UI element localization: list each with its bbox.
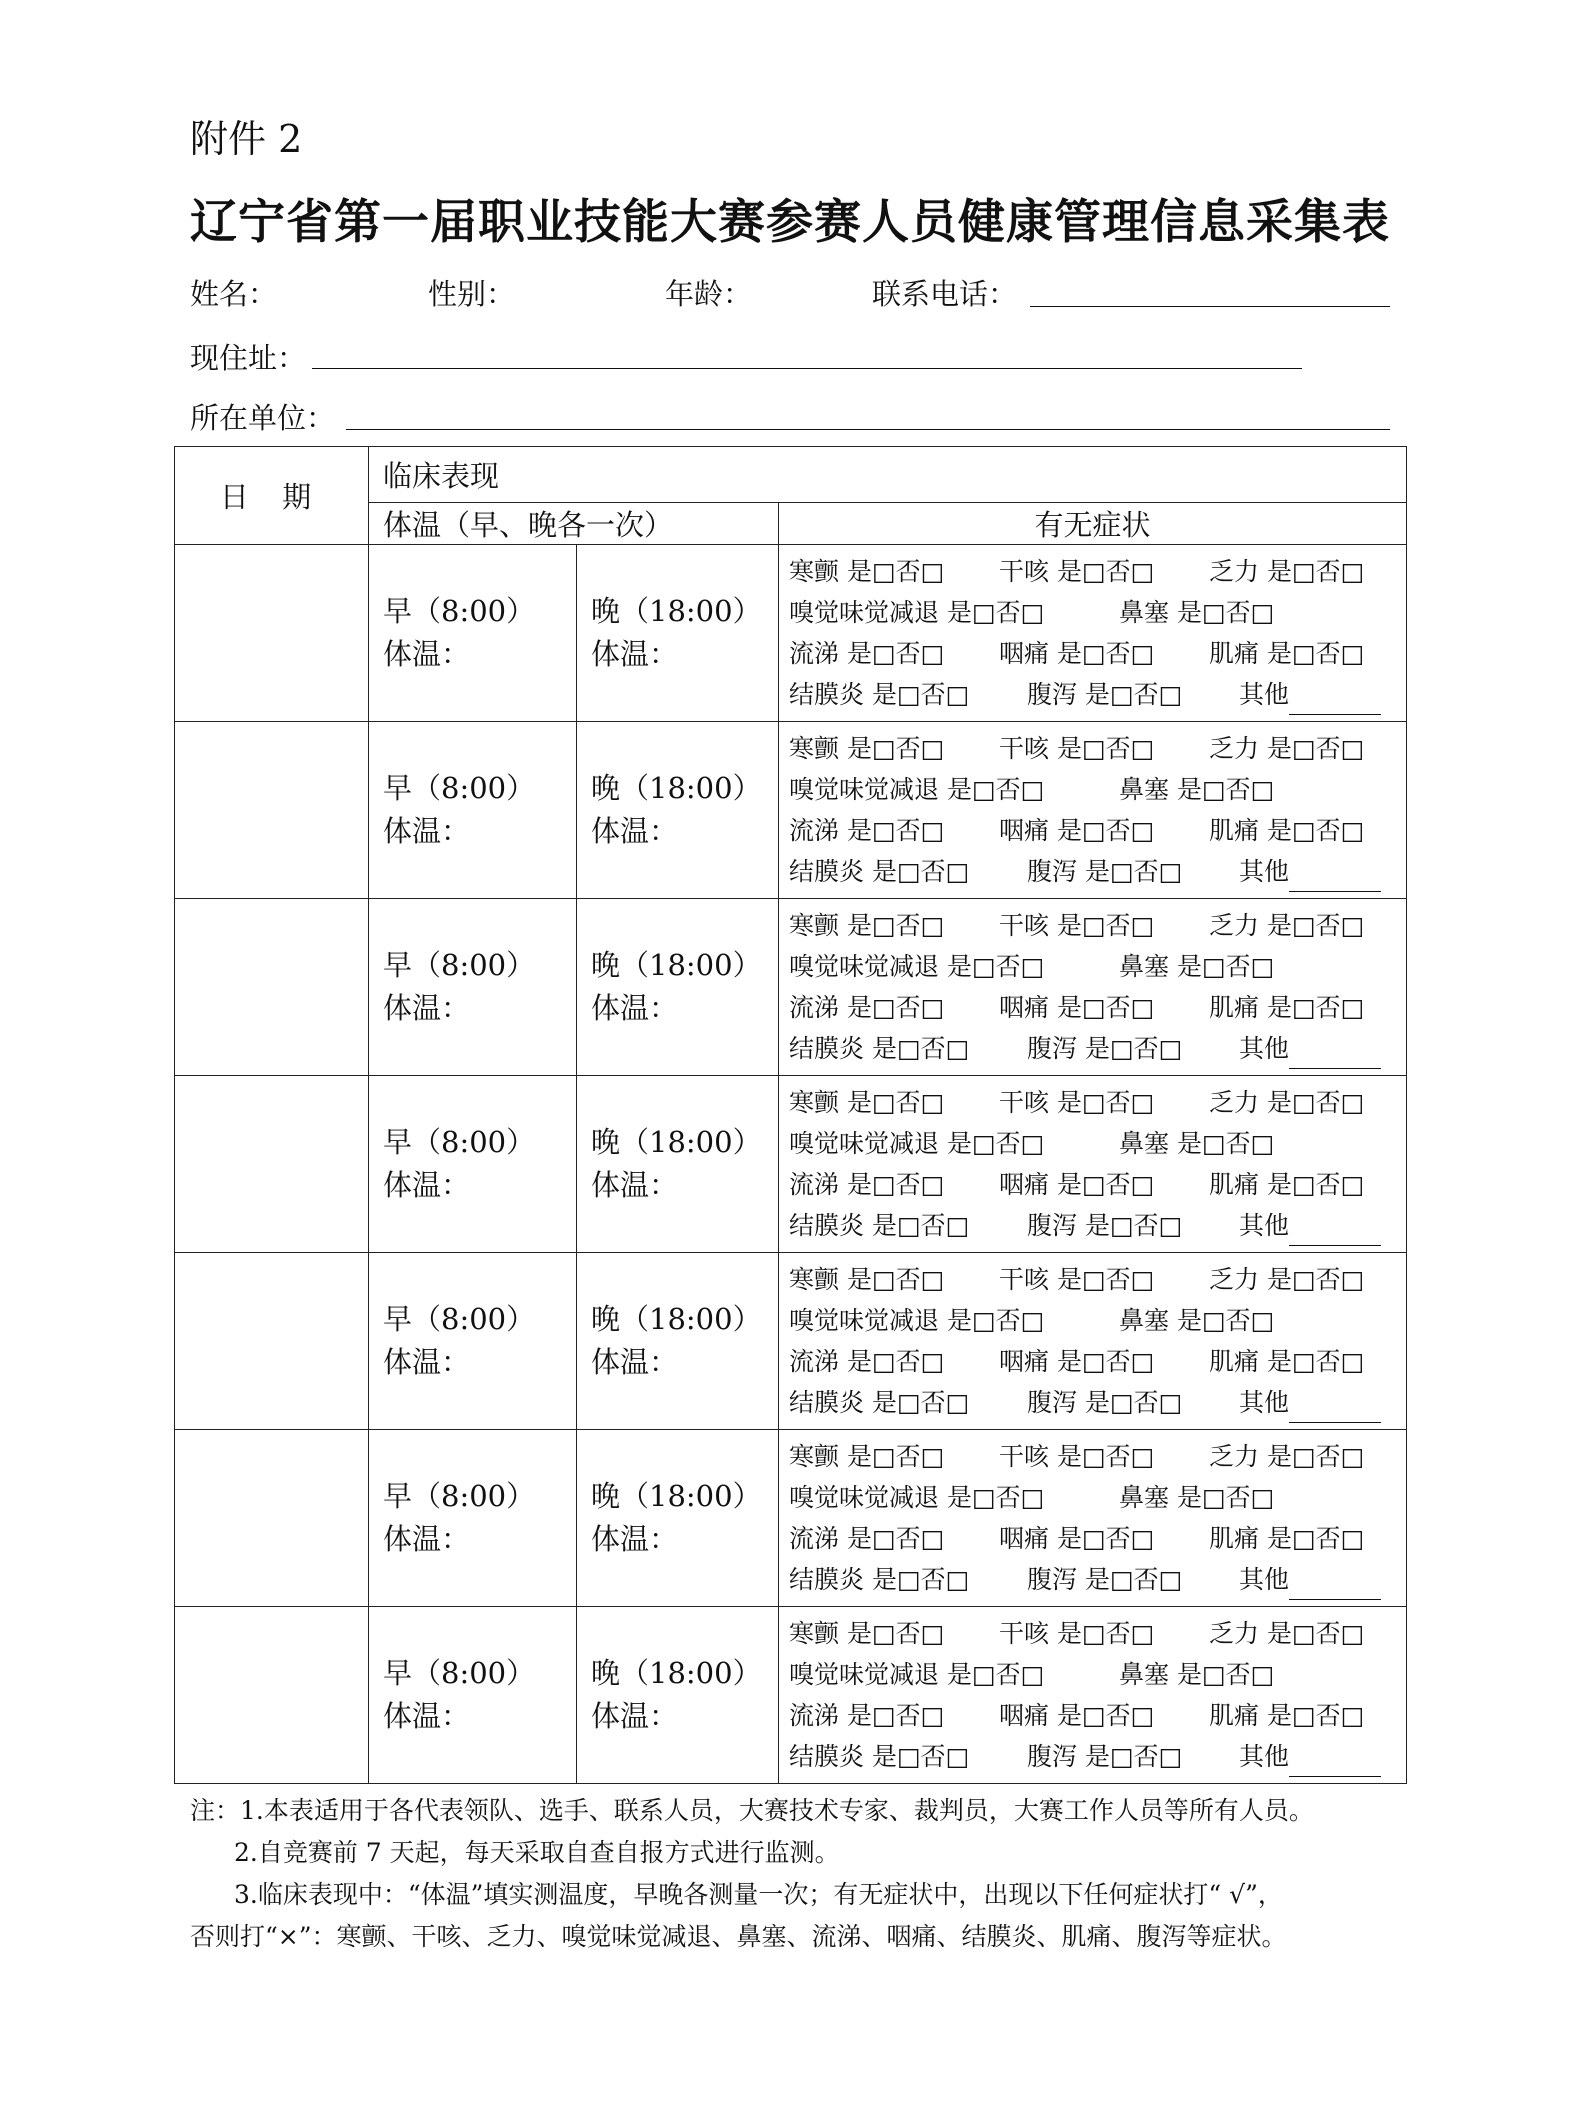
morning-time: 早（8:00）	[383, 1479, 536, 1513]
symptom-runny-nose[interactable]: 流涕 是□否□	[789, 1170, 945, 1199]
morning-temp-label: 体温：	[383, 814, 471, 848]
other-blank[interactable]	[1289, 1396, 1381, 1423]
symptom-nasal[interactable]: 鼻塞 是□否□	[1119, 1129, 1275, 1158]
symptom-sore-throat[interactable]: 咽痛 是□否□	[999, 1170, 1155, 1199]
notes	[190, 1790, 1410, 1958]
symptom-runny-nose[interactable]: 流涕 是□否□	[789, 816, 945, 845]
symptom-other[interactable]	[1239, 1205, 1381, 1246]
morning-time: 早（8:00）	[383, 771, 536, 805]
morning-temp-cell[interactable]	[369, 545, 577, 722]
symptom-runny-nose[interactable]: 流涕 是□否□	[789, 1524, 945, 1553]
symptom-header: 有无症状	[779, 503, 1407, 545]
symptom-sore-throat[interactable]: 咽痛 是□否□	[999, 1701, 1155, 1730]
morning-temp-cell[interactable]	[369, 722, 577, 899]
symptom-nasal[interactable]: 鼻塞 是□否□	[1119, 1483, 1275, 1512]
date-cell[interactable]	[175, 545, 369, 722]
symptom-conjunctivitis[interactable]: 结膜炎 是□否□	[789, 1034, 970, 1063]
evening-time: 晚（18:00）	[591, 1479, 762, 1513]
symptom-diarrhea[interactable]: 腹泻 是□否□	[1027, 857, 1183, 886]
other-blank[interactable]	[1289, 1219, 1381, 1246]
symptom-cell	[779, 1430, 1407, 1607]
health-info-table	[174, 446, 1407, 1784]
symptom-sore-throat[interactable]: 咽痛 是□否□	[999, 993, 1155, 1022]
date-cell[interactable]	[175, 1253, 369, 1430]
morning-time: 早（8:00）	[383, 1656, 536, 1690]
symptom-fatigue[interactable]: 乏力 是□否□	[1209, 1088, 1365, 1117]
symptom-other[interactable]	[1239, 1028, 1381, 1069]
morning-temp-label: 体温：	[383, 1345, 471, 1379]
symptom-conjunctivitis[interactable]: 结膜炎 是□否□	[789, 1211, 970, 1240]
evening-time: 晚（18:00）	[591, 1125, 762, 1159]
note-3-cont: 否则打“×”：寒颤、干咳、乏力、嗅觉味觉减退、鼻塞、流涕、咽痛、结膜炎、肌痛、腹泻等症状。	[190, 1922, 1287, 1951]
note-3: 3.临床表现中：“体温”填实测温度，早晚各测量一次；有无症状中，出现以下任何症状打“ √”，	[234, 1880, 1283, 1909]
symptom-cell	[779, 545, 1407, 722]
symptom-nasal[interactable]: 鼻塞 是□否□	[1119, 1660, 1275, 1689]
symptom-myalgia[interactable]: 肌痛 是□否□	[1209, 1347, 1365, 1376]
date-cell[interactable]	[175, 1430, 369, 1607]
symptom-other[interactable]	[1239, 1559, 1381, 1600]
other-blank[interactable]	[1289, 1750, 1381, 1777]
evening-temp-label: 体温：	[591, 991, 679, 1025]
other-blank[interactable]	[1289, 688, 1381, 715]
symptom-nasal[interactable]: 鼻塞 是□否□	[1119, 598, 1275, 627]
page-title: 辽宁省第一届职业技能大赛参赛人员健康管理信息采集表	[190, 195, 1390, 250]
symptom-fatigue[interactable]: 乏力 是□否□	[1209, 911, 1365, 940]
symptom-runny-nose[interactable]: 流涕 是□否□	[789, 993, 945, 1022]
address-label: 现住址：	[190, 341, 307, 375]
date-cell[interactable]	[175, 1607, 369, 1784]
morning-temp-cell[interactable]	[369, 899, 577, 1076]
symptom-conjunctivitis[interactable]: 结膜炎 是□否□	[789, 857, 970, 886]
symptom-smell-taste[interactable]: 嗅觉味觉减退 是□否□	[789, 1129, 1045, 1158]
evening-temp-cell[interactable]	[577, 1430, 779, 1607]
symptom-smell-taste[interactable]: 嗅觉味觉减退 是□否□	[789, 598, 1045, 627]
symptom-cell	[779, 722, 1407, 899]
symptom-other[interactable]	[1239, 1736, 1381, 1777]
evening-temp-cell[interactable]	[577, 899, 779, 1076]
name-label: 姓名：	[190, 277, 278, 311]
morning-temp-label: 体温：	[383, 1522, 471, 1556]
symptom-conjunctivitis[interactable]: 结膜炎 是□否□	[789, 680, 970, 709]
evening-temp-cell[interactable]	[577, 545, 779, 722]
temperature-header: 体温（早、晚各一次）	[369, 503, 779, 545]
symptom-chills[interactable]: 寒颤 是□否□	[789, 1619, 945, 1648]
evening-temp-label: 体温：	[591, 1699, 679, 1733]
morning-time: 早（8:00）	[383, 948, 536, 982]
symptom-dry-cough[interactable]: 干咳 是□否□	[999, 734, 1155, 763]
symptom-smell-taste[interactable]: 嗅觉味觉减退 是□否□	[789, 1306, 1045, 1335]
symptom-chills[interactable]: 寒颤 是□否□	[789, 911, 945, 940]
symptom-myalgia[interactable]: 肌痛 是□否□	[1209, 1524, 1365, 1553]
age-label: 年龄：	[665, 277, 753, 311]
gender-label: 性别：	[428, 277, 516, 311]
symptom-conjunctivitis[interactable]: 结膜炎 是□否□	[789, 1742, 970, 1771]
table-row	[175, 1430, 1407, 1607]
unit-label: 所在单位：	[190, 401, 336, 435]
symptom-conjunctivitis[interactable]: 结膜炎 是□否□	[789, 1388, 970, 1417]
morning-temp-cell[interactable]	[369, 1607, 577, 1784]
evening-temp-cell[interactable]	[577, 1607, 779, 1784]
attachment-label: 附件 2	[190, 117, 303, 161]
evening-temp-label: 体温：	[591, 1168, 679, 1202]
date-cell[interactable]	[175, 899, 369, 1076]
note-1: 注：1.本表适用于各代表领队、选手、联系人员，大赛技术专家、裁判员，大赛工作人员等所有人员。	[190, 1796, 1314, 1825]
symptom-myalgia[interactable]: 肌痛 是□否□	[1209, 993, 1365, 1022]
symptom-sore-throat[interactable]: 咽痛 是□否□	[999, 639, 1155, 668]
morning-temp-cell[interactable]	[369, 1430, 577, 1607]
morning-time: 早（8:00）	[383, 594, 536, 628]
symptom-fatigue[interactable]: 乏力 是□否□	[1209, 1619, 1365, 1648]
unit-field[interactable]	[346, 429, 1390, 430]
evening-temp-label: 体温：	[591, 1345, 679, 1379]
evening-time: 晚（18:00）	[591, 1656, 762, 1690]
symptom-myalgia[interactable]: 肌痛 是□否□	[1209, 1701, 1365, 1730]
morning-time: 早（8:00）	[383, 1125, 536, 1159]
symptom-dry-cough[interactable]: 干咳 是□否□	[999, 557, 1155, 586]
symptom-other-label: 其他	[1239, 1034, 1290, 1063]
date-cell[interactable]	[175, 1076, 369, 1253]
symptom-smell-taste[interactable]: 嗅觉味觉减退 是□否□	[789, 952, 1045, 981]
symptom-sore-throat[interactable]: 咽痛 是□否□	[999, 816, 1155, 845]
symptom-other-label: 其他	[1239, 1742, 1290, 1771]
symptom-diarrhea[interactable]: 腹泻 是□否□	[1027, 1742, 1183, 1771]
morning-temp-label: 体温：	[383, 637, 471, 671]
evening-time: 晚（18:00）	[591, 1302, 762, 1336]
symptom-myalgia[interactable]: 肌痛 是□否□	[1209, 1170, 1365, 1199]
evening-time: 晚（18:00）	[591, 948, 762, 982]
table-row	[175, 899, 1407, 1076]
symptom-runny-nose[interactable]: 流涕 是□否□	[789, 639, 945, 668]
phone-label: 联系电话：	[872, 277, 1018, 311]
symptom-other-label: 其他	[1239, 857, 1290, 886]
evening-temp-label: 体温：	[591, 814, 679, 848]
morning-time: 早（8:00）	[383, 1302, 536, 1336]
symptom-dry-cough[interactable]: 干咳 是□否□	[999, 1619, 1155, 1648]
symptom-cell	[779, 1607, 1407, 1784]
table-row	[175, 1076, 1407, 1253]
symptom-nasal[interactable]: 鼻塞 是□否□	[1119, 952, 1275, 981]
symptom-fatigue[interactable]: 乏力 是□否□	[1209, 734, 1365, 763]
symptom-diarrhea[interactable]: 腹泻 是□否□	[1027, 680, 1183, 709]
symptom-dry-cough[interactable]: 干咳 是□否□	[999, 1442, 1155, 1471]
symptom-sore-throat[interactable]: 咽痛 是□否□	[999, 1347, 1155, 1376]
symptom-nasal[interactable]: 鼻塞 是□否□	[1119, 775, 1275, 804]
symptom-conjunctivitis[interactable]: 结膜炎 是□否□	[789, 1565, 970, 1594]
evening-time: 晚（18:00）	[591, 594, 762, 628]
symptom-dry-cough[interactable]: 干咳 是□否□	[999, 911, 1155, 940]
symptom-sore-throat[interactable]: 咽痛 是□否□	[999, 1524, 1155, 1553]
symptom-cell	[779, 899, 1407, 1076]
symptom-smell-taste[interactable]: 嗅觉味觉减退 是□否□	[789, 1660, 1045, 1689]
table-row	[175, 722, 1407, 899]
symptom-runny-nose[interactable]: 流涕 是□否□	[789, 1347, 945, 1376]
date-header: 日 期	[175, 447, 369, 545]
evening-temp-cell[interactable]	[577, 1253, 779, 1430]
symptom-fatigue[interactable]: 乏力 是□否□	[1209, 557, 1365, 586]
evening-temp-label: 体温：	[591, 637, 679, 671]
symptom-dry-cough[interactable]: 干咳 是□否□	[999, 1088, 1155, 1117]
symptom-chills[interactable]: 寒颤 是□否□	[789, 734, 945, 763]
phone-field[interactable]	[1030, 306, 1390, 307]
evening-temp-cell[interactable]	[577, 722, 779, 899]
symptom-myalgia[interactable]: 肌痛 是□否□	[1209, 816, 1365, 845]
symptom-diarrhea[interactable]: 腹泻 是□否□	[1027, 1388, 1183, 1417]
symptom-fatigue[interactable]: 乏力 是□否□	[1209, 1265, 1365, 1294]
note-2: 2.自竞赛前 7 天起，每天采取自查自报方式进行监测。	[234, 1838, 840, 1867]
symptom-other-label: 其他	[1239, 680, 1290, 709]
symptom-diarrhea[interactable]: 腹泻 是□否□	[1027, 1211, 1183, 1240]
symptom-myalgia[interactable]: 肌痛 是□否□	[1209, 639, 1365, 668]
symptom-chills[interactable]: 寒颤 是□否□	[789, 557, 945, 586]
evening-temp-cell[interactable]	[577, 1076, 779, 1253]
date-cell[interactable]	[175, 722, 369, 899]
morning-temp-label: 体温：	[383, 991, 471, 1025]
symptom-other[interactable]	[1239, 851, 1381, 892]
table-row	[175, 1253, 1407, 1430]
symptom-chills[interactable]: 寒颤 是□否□	[789, 1265, 945, 1294]
symptom-other-label: 其他	[1239, 1388, 1290, 1417]
morning-temp-label: 体温：	[383, 1168, 471, 1202]
symptom-other-label: 其他	[1239, 1565, 1290, 1594]
other-blank[interactable]	[1289, 1042, 1381, 1069]
symptom-smell-taste[interactable]: 嗅觉味觉减退 是□否□	[789, 1483, 1045, 1512]
other-blank[interactable]	[1289, 865, 1381, 892]
other-blank[interactable]	[1289, 1573, 1381, 1600]
symptom-other[interactable]	[1239, 1382, 1381, 1423]
address-field[interactable]	[312, 368, 1302, 369]
table-row	[175, 545, 1407, 722]
symptom-other[interactable]	[1239, 674, 1381, 715]
symptom-fatigue[interactable]: 乏力 是□否□	[1209, 1442, 1365, 1471]
morning-temp-label: 体温：	[383, 1699, 471, 1733]
morning-temp-cell[interactable]	[369, 1076, 577, 1253]
symptom-cell	[779, 1253, 1407, 1430]
symptom-diarrhea[interactable]: 腹泻 是□否□	[1027, 1034, 1183, 1063]
symptom-other-label: 其他	[1239, 1211, 1290, 1240]
evening-temp-label: 体温：	[591, 1522, 679, 1556]
symptom-chills[interactable]: 寒颤 是□否□	[789, 1088, 945, 1117]
symptom-nasal[interactable]: 鼻塞 是□否□	[1119, 1306, 1275, 1335]
table-row	[175, 1607, 1407, 1784]
evening-time: 晚（18:00）	[591, 771, 762, 805]
clinical-header: 临床表现	[369, 447, 1407, 503]
symptom-runny-nose[interactable]: 流涕 是□否□	[789, 1701, 945, 1730]
symptom-smell-taste[interactable]: 嗅觉味觉减退 是□否□	[789, 775, 1045, 804]
symptom-cell	[779, 1076, 1407, 1253]
symptom-chills[interactable]: 寒颤 是□否□	[789, 1442, 945, 1471]
symptom-dry-cough[interactable]: 干咳 是□否□	[999, 1265, 1155, 1294]
morning-temp-cell[interactable]	[369, 1253, 577, 1430]
symptom-diarrhea[interactable]: 腹泻 是□否□	[1027, 1565, 1183, 1594]
